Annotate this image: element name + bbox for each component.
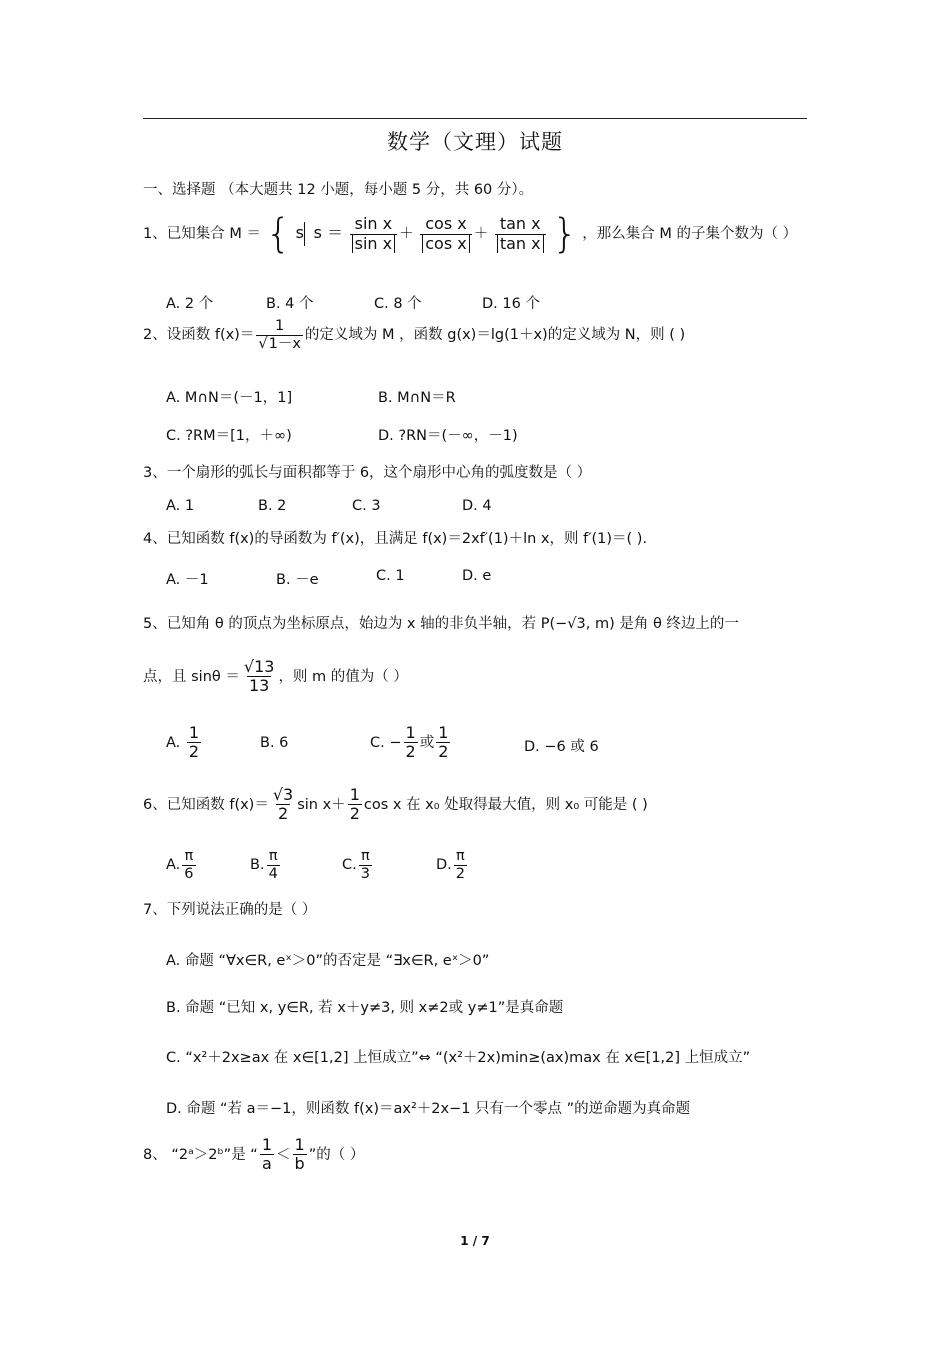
q7-option-a: A. 命题 “∀x∈R, eˣ＞0”的否定是 “∃x∈R, eˣ＞0”	[166, 953, 490, 969]
q2-fraction: $\frac{1}{√1-x}$	[258, 318, 301, 352]
q1-set-lhs: s ＝	[313, 223, 344, 242]
q1-fraction-1: $\frac{\text{sin x}}{\text{sin x}}$	[350, 215, 397, 253]
q1-option-b: B. 4 个	[266, 296, 314, 312]
q4-option-a: A. －1	[166, 572, 209, 588]
q6-option-b: B. $\frac{\pi}{4}$	[250, 848, 278, 882]
q3-option-d: D. 4	[462, 498, 492, 514]
question-6: 6、已知函数 f(x)＝ $\frac{√3}{2}$ sin x＋ $\frac{1}{2}$ cos x 在 x₀ 处取得最大值，则 x₀ 可能是 ( )	[143, 785, 648, 824]
q1-option-d: D. 16 个	[482, 296, 540, 312]
question-7: 7、下列说法正确的是（ ）	[143, 902, 317, 918]
q6-option-d: D. $\frac{\pi}{2}$	[436, 848, 466, 882]
q5-fraction: $\frac{√13}{13}$	[243, 657, 275, 696]
q7-option-d: D. 命题 “若 a＝−1，则函数 f(x)＝ax²＋2x−1 只有一个零点 ”的逆命题为真命题	[166, 1101, 691, 1117]
q1-option-c: C. 8 个	[374, 296, 422, 312]
q3-option-a: A. 1	[166, 498, 195, 514]
q2-option-d: D. ?RN＝(－∞，－1)	[378, 428, 518, 444]
q2-option-a: A. M∩N＝(－1，1]	[166, 390, 293, 406]
question-4: 4、已知函数 f(x)的导函数为 f′(x)，且满足 f(x)＝2xf′(1)＋ln x，则 f′(1)＝( ).	[143, 531, 648, 547]
question-3: 3、一个扇形的弧长与面积都等于 6，这个扇形中心角的弧度数是（ ）	[143, 465, 592, 481]
q7-option-c: C. “x²＋2x≥ax 在 x∈[1,2] 上恒成立”⇔ “(x²＋2x)min≥(ax)max 在 x∈[1,2] 上恒成立”	[166, 1050, 751, 1066]
q5-option-b: B. 6	[260, 735, 289, 751]
q1-option-a: A. 2 个	[166, 296, 214, 312]
q1-suffix: ，那么集合 M 的子集个数为（ ）	[582, 226, 798, 242]
q3-option-b: B. 2	[258, 498, 287, 514]
section-heading: 一、选择题 （本大题共 12 小题，每小题 5 分，共 60 分）。	[143, 182, 534, 198]
q5-option-a: A. $\frac{1}{2}$	[166, 723, 200, 762]
question-1: 1、已知集合 M ＝ { s s ＝ $\frac{\text{sin x}}{\text{sin x}}$ ＋ $\frac{\text{cos x}}{\text{cos x}}$ ＋ $\frac{\text{tan x}}{\text{tan x}}$ } ，那么集合 M 的子集个数为（ ）	[143, 211, 798, 257]
q3-option-c: C. 3	[352, 498, 381, 514]
q4-option-c: C. 1	[376, 568, 405, 584]
page-title: 数学（文理）试题	[387, 130, 563, 154]
page-number: 1 / 7	[460, 1234, 490, 1248]
q4-option-b: B. －e	[276, 572, 319, 588]
q6-option-a: A. $\frac{\pi}{6}$	[166, 848, 194, 882]
q5-option-c: C. − $\frac{1}{2}$ 或 $\frac{1}{2}$	[370, 723, 449, 762]
q1-fraction-2: $\frac{\text{cos x}}{\text{cos x}}$	[420, 215, 471, 253]
q4-option-d: D. e	[462, 568, 492, 584]
question-5-line-2: 点，且 sinθ ＝ $\frac{√13}{13}$ ，则 m 的值为（ ）	[143, 657, 408, 696]
q5-option-d: D. −6 或 6	[524, 739, 599, 755]
question-2: 2、设函数 f(x)＝ $\frac{1}{√1-x}$ 的定义域为 M ，函数 g(x)＝lg(1＋x)的定义域为 N，则 ( )	[143, 318, 686, 352]
q1-prefix: 1、已知集合 M ＝	[143, 226, 261, 242]
header-rule	[143, 118, 807, 119]
q6-option-c: C. $\frac{\pi}{3}$	[342, 848, 370, 882]
q2-option-c: C. ?RM＝[1，＋∞)	[166, 428, 292, 444]
question-5-line-1: 5、已知角 θ 的顶点为坐标原点，始边为 x 轴的非负半轴，若 P(−√3, m) 是角 θ 终边上的一	[143, 616, 739, 632]
question-8: 8、 “2ᵃ＞2ᵇ”是 “ $\frac{1}{a}$ ＜ $\frac{1}{b}$ ”的（ ）	[143, 1135, 365, 1174]
q2-option-b: B. M∩N＝R	[378, 390, 456, 406]
q1-fraction-3: $\frac{\text{tan x}}{\text{tan x}}$	[495, 215, 546, 253]
q7-option-b: B. 命题 “已知 x, y∈R, 若 x＋y≠3, 则 x≠2或 y≠1”是真命题	[166, 1000, 564, 1016]
q1-set-var: s	[295, 223, 304, 242]
